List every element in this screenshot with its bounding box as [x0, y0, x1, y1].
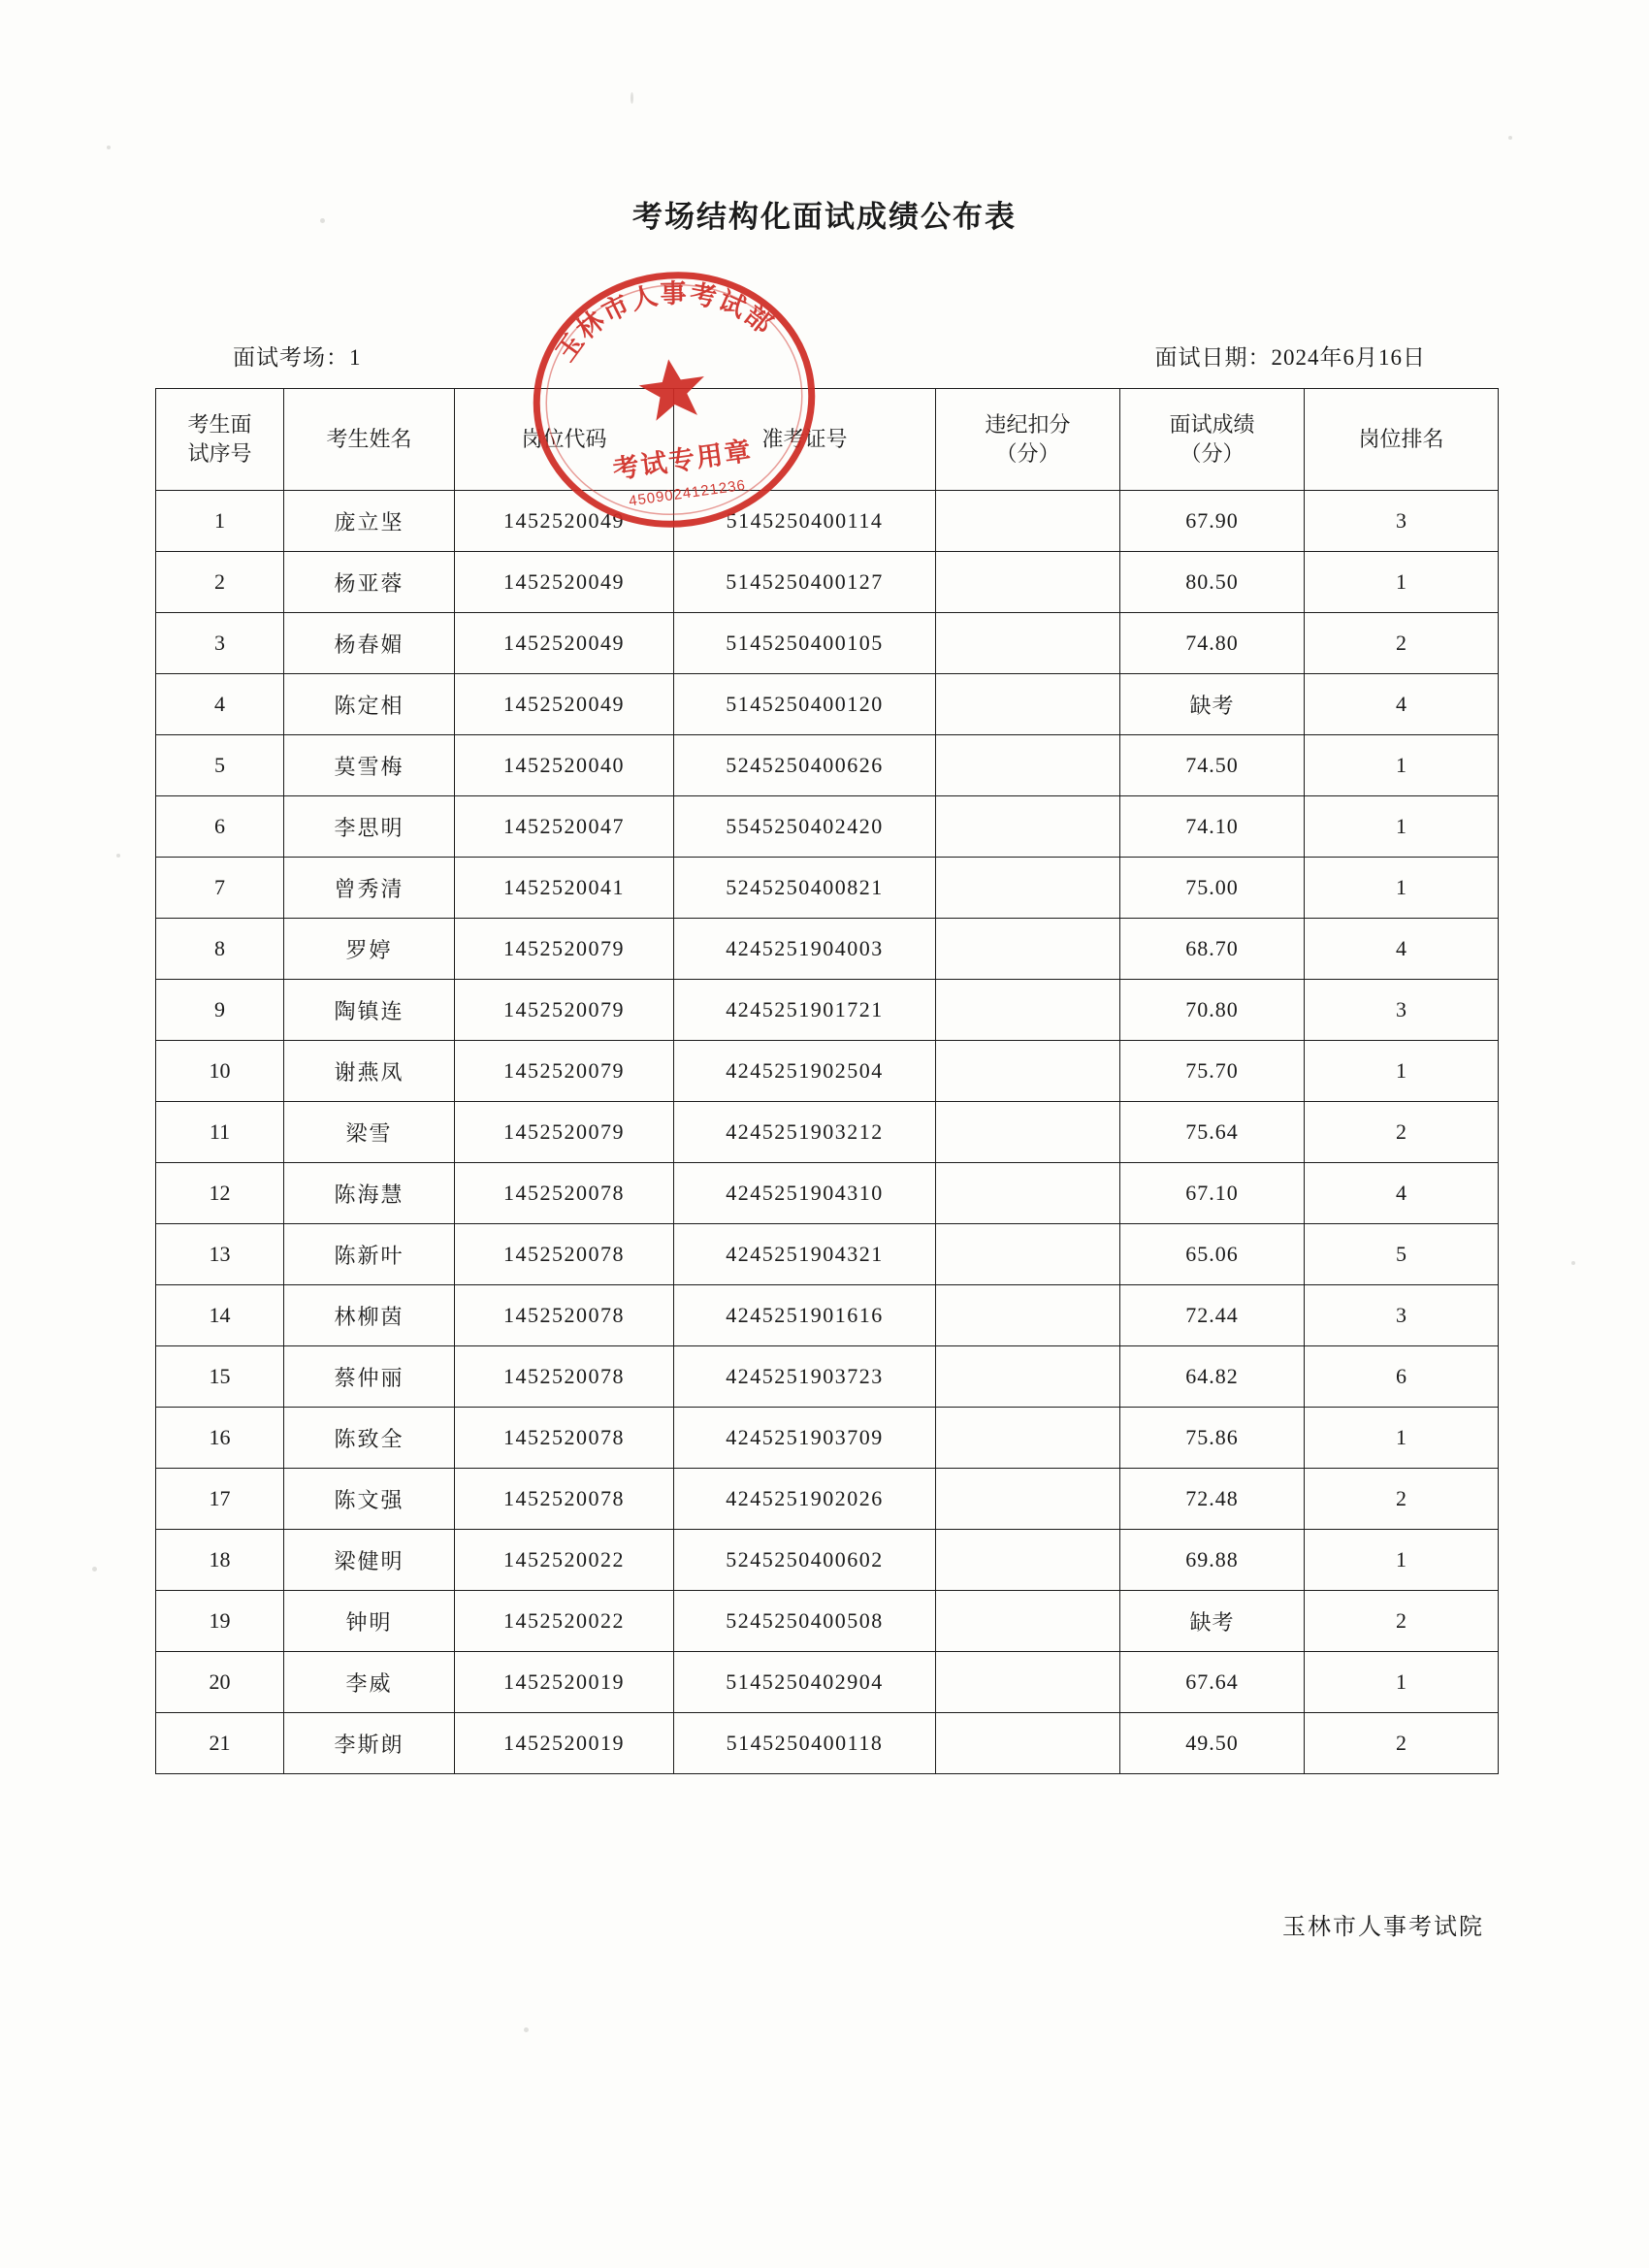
cell-name: 林柳茵 — [284, 1285, 455, 1346]
cell-post-code: 1452520022 — [455, 1530, 674, 1591]
header-post-code-line1: 岗位代码 — [521, 427, 607, 452]
cell-admission-number: 5145250400120 — [674, 674, 936, 735]
cell-deduction — [936, 1408, 1120, 1469]
cell-score: 65.06 — [1120, 1224, 1305, 1285]
paper-speckle — [107, 146, 111, 149]
cell-score: 74.10 — [1120, 796, 1305, 858]
header-name — [284, 389, 455, 491]
cell-name: 陈文强 — [284, 1469, 455, 1530]
cell-deduction — [936, 1346, 1120, 1408]
cell-deduction — [936, 1163, 1120, 1224]
cell-deduction — [936, 980, 1120, 1041]
table-row — [156, 1163, 1499, 1224]
cell-post-code: 1452520040 — [455, 735, 674, 796]
cell-name: 陶镇连 — [284, 980, 455, 1041]
cell-score: 缺考 — [1120, 1591, 1305, 1652]
cell-score: 75.86 — [1120, 1408, 1305, 1469]
cell-admission-number: 5145250400114 — [674, 491, 936, 552]
table-row — [156, 1469, 1499, 1530]
cell-admission-number: 4245251904321 — [674, 1224, 936, 1285]
cell-name: 曾秀清 — [284, 858, 455, 919]
table-row — [156, 1530, 1499, 1591]
cell-score: 68.70 — [1120, 919, 1305, 980]
cell-admission-number: 4245251903212 — [674, 1102, 936, 1163]
cell-post-code: 1452520078 — [455, 1163, 674, 1224]
cell-rank: 4 — [1305, 1163, 1499, 1224]
table-row — [156, 1041, 1499, 1102]
cell-score: 74.80 — [1120, 613, 1305, 674]
cell-seq: 12 — [156, 1163, 284, 1224]
cell-rank: 1 — [1305, 735, 1499, 796]
cell-rank: 4 — [1305, 674, 1499, 735]
cell-score: 67.10 — [1120, 1163, 1305, 1224]
table-row — [156, 919, 1499, 980]
cell-seq: 16 — [156, 1408, 284, 1469]
cell-seq: 6 — [156, 796, 284, 858]
header-deduction — [936, 389, 1120, 491]
cell-rank: 2 — [1305, 1102, 1499, 1163]
paper-speckle — [1571, 1261, 1575, 1265]
svg-text:4509024121236: 4509024121236 — [628, 476, 747, 510]
header-admission-number — [674, 389, 936, 491]
cell-name: 杨春媚 — [284, 613, 455, 674]
cell-score: 75.70 — [1120, 1041, 1305, 1102]
cell-name: 陈致全 — [284, 1408, 455, 1469]
cell-deduction — [936, 491, 1120, 552]
cell-seq: 4 — [156, 674, 284, 735]
cell-admission-number: 5245250400602 — [674, 1530, 936, 1591]
cell-post-code: 1452520047 — [455, 796, 674, 858]
cell-score: 缺考 — [1120, 674, 1305, 735]
cell-rank: 2 — [1305, 1713, 1499, 1774]
header-seq-line2: 试序号 — [187, 441, 252, 466]
cell-deduction — [936, 1713, 1120, 1774]
page-title: 考场结构化面试成绩公布表 — [632, 200, 1017, 234]
cell-seq: 1 — [156, 491, 284, 552]
header-seq-line1: 考生面 — [187, 412, 252, 437]
cell-post-code: 1452520078 — [455, 1285, 674, 1346]
interview-room-label: 面试考场：1 — [233, 345, 362, 370]
paper-speckle — [630, 92, 633, 104]
cell-name: 罗婷 — [284, 919, 455, 980]
cell-deduction — [936, 674, 1120, 735]
cell-name: 陈新叶 — [284, 1224, 455, 1285]
cell-score: 72.44 — [1120, 1285, 1305, 1346]
cell-score: 64.82 — [1120, 1346, 1305, 1408]
cell-rank: 6 — [1305, 1346, 1499, 1408]
cell-rank: 2 — [1305, 1469, 1499, 1530]
cell-rank: 1 — [1305, 796, 1499, 858]
cell-post-code: 1452520079 — [455, 1102, 674, 1163]
paper-speckle — [92, 1567, 97, 1571]
cell-deduction — [936, 1591, 1120, 1652]
cell-score: 69.88 — [1120, 1530, 1305, 1591]
cell-name: 李斯朗 — [284, 1713, 455, 1774]
cell-admission-number: 4245251904003 — [674, 919, 936, 980]
header-admission-number-line1: 准考证号 — [761, 427, 848, 452]
cell-name: 李思明 — [284, 796, 455, 858]
cell-deduction — [936, 1224, 1120, 1285]
cell-admission-number: 4245251902026 — [674, 1469, 936, 1530]
cell-deduction — [936, 858, 1120, 919]
cell-seq: 7 — [156, 858, 284, 919]
cell-seq: 10 — [156, 1041, 284, 1102]
scores-table — [155, 388, 1499, 1774]
cell-name: 陈定相 — [284, 674, 455, 735]
cell-name: 钟明 — [284, 1591, 455, 1652]
cell-rank: 1 — [1305, 552, 1499, 613]
cell-seq: 13 — [156, 1224, 284, 1285]
cell-post-code: 1452520078 — [455, 1224, 674, 1285]
meta-row — [233, 340, 1426, 372]
cell-post-code: 1452520049 — [455, 552, 674, 613]
table-row — [156, 1346, 1499, 1408]
cell-deduction — [936, 919, 1120, 980]
cell-seq: 14 — [156, 1285, 284, 1346]
cell-admission-number: 5245250400821 — [674, 858, 936, 919]
table-row — [156, 1591, 1499, 1652]
header-deduction-line2: （分） — [995, 441, 1060, 466]
header-score — [1120, 389, 1305, 491]
cell-admission-number: 4245251904310 — [674, 1163, 936, 1224]
cell-post-code: 1452520078 — [455, 1408, 674, 1469]
cell-rank: 3 — [1305, 980, 1499, 1041]
cell-rank: 1 — [1305, 1408, 1499, 1469]
cell-seq: 15 — [156, 1346, 284, 1408]
paper-speckle — [1508, 136, 1512, 140]
table-row — [156, 1408, 1499, 1469]
table-row — [156, 1713, 1499, 1774]
cell-rank: 2 — [1305, 613, 1499, 674]
cell-name: 梁健明 — [284, 1530, 455, 1591]
cell-seq: 5 — [156, 735, 284, 796]
cell-name: 陈海慧 — [284, 1163, 455, 1224]
table-row — [156, 674, 1499, 735]
paper-speckle — [116, 854, 120, 858]
cell-admission-number: 4245251901616 — [674, 1285, 936, 1346]
cell-deduction — [936, 1041, 1120, 1102]
cell-deduction — [936, 1285, 1120, 1346]
header-score-line1: 面试成绩 — [1169, 412, 1255, 437]
table-row — [156, 980, 1499, 1041]
table-header-row — [156, 389, 1499, 491]
cell-name: 蔡仲丽 — [284, 1346, 455, 1408]
cell-seq: 3 — [156, 613, 284, 674]
cell-admission-number: 4245251903709 — [674, 1408, 936, 1469]
cell-name: 杨亚蓉 — [284, 552, 455, 613]
cell-post-code: 1452520019 — [455, 1652, 674, 1713]
cell-post-code: 1452520079 — [455, 1041, 674, 1102]
cell-score: 70.80 — [1120, 980, 1305, 1041]
cell-rank: 1 — [1305, 1652, 1499, 1713]
table-row — [156, 613, 1499, 674]
interview-date-label: 面试日期：2024年6月16日 — [1154, 345, 1426, 370]
header-rank — [1305, 389, 1499, 491]
cell-rank: 2 — [1305, 1591, 1499, 1652]
header-seq — [156, 389, 284, 491]
cell-seq: 9 — [156, 980, 284, 1041]
cell-admission-number: 5245250400626 — [674, 735, 936, 796]
cell-name: 莫雪梅 — [284, 735, 455, 796]
table-row — [156, 1224, 1499, 1285]
cell-name: 梁雪 — [284, 1102, 455, 1163]
cell-deduction — [936, 796, 1120, 858]
cell-rank: 3 — [1305, 1285, 1499, 1346]
table-row — [156, 735, 1499, 796]
cell-post-code: 1452520078 — [455, 1346, 674, 1408]
cell-post-code: 1452520019 — [455, 1713, 674, 1774]
cell-score: 49.50 — [1120, 1713, 1305, 1774]
cell-seq: 8 — [156, 919, 284, 980]
cell-deduction — [936, 1652, 1120, 1713]
cell-post-code: 1452520041 — [455, 858, 674, 919]
header-rank-line1: 岗位排名 — [1358, 427, 1444, 452]
table-row — [156, 552, 1499, 613]
table-row — [156, 858, 1499, 919]
cell-seq: 19 — [156, 1591, 284, 1652]
cell-post-code: 1452520049 — [455, 491, 674, 552]
cell-post-code: 1452520079 — [455, 980, 674, 1041]
cell-score: 80.50 — [1120, 552, 1305, 613]
cell-seq: 11 — [156, 1102, 284, 1163]
svg-text:考试专用章: 考试专用章 — [610, 436, 755, 485]
cell-admission-number: 4245251901721 — [674, 980, 936, 1041]
svg-text:玉林市人事考试部: 玉林市人事考试部 — [550, 278, 780, 367]
cell-score: 75.64 — [1120, 1102, 1305, 1163]
cell-deduction — [936, 613, 1120, 674]
cell-admission-number: 4245251903723 — [674, 1346, 936, 1408]
cell-admission-number: 5145250402904 — [674, 1652, 936, 1713]
cell-post-code: 1452520078 — [455, 1469, 674, 1530]
cell-rank: 3 — [1305, 491, 1499, 552]
issuing-organization: 玉林市人事考试院 — [1282, 1915, 1484, 1940]
paper-speckle — [524, 2027, 529, 2032]
cell-name: 谢燕凤 — [284, 1041, 455, 1102]
cell-score: 67.90 — [1120, 491, 1305, 552]
cell-seq: 21 — [156, 1713, 284, 1774]
table-row — [156, 1285, 1499, 1346]
cell-post-code: 1452520049 — [455, 613, 674, 674]
cell-admission-number: 5245250400508 — [674, 1591, 936, 1652]
header-post-code — [455, 389, 674, 491]
cell-score: 74.50 — [1120, 735, 1305, 796]
cell-deduction — [936, 1102, 1120, 1163]
cell-post-code: 1452520079 — [455, 919, 674, 980]
cell-score: 72.48 — [1120, 1469, 1305, 1530]
header-name-line1: 考生姓名 — [326, 427, 412, 452]
cell-name: 李威 — [284, 1652, 455, 1713]
cell-admission-number: 4245251902504 — [674, 1041, 936, 1102]
cell-rank: 1 — [1305, 1041, 1499, 1102]
cell-seq: 18 — [156, 1530, 284, 1591]
cell-post-code: 1452520022 — [455, 1591, 674, 1652]
cell-seq: 17 — [156, 1469, 284, 1530]
cell-admission-number: 5145250400105 — [674, 613, 936, 674]
table-row — [156, 491, 1499, 552]
cell-score: 67.64 — [1120, 1652, 1305, 1713]
header-deduction-line1: 违纪扣分 — [985, 412, 1071, 437]
cell-deduction — [936, 735, 1120, 796]
table-row — [156, 1102, 1499, 1163]
cell-post-code: 1452520049 — [455, 674, 674, 735]
cell-name: 庞立坚 — [284, 491, 455, 552]
cell-deduction — [936, 1530, 1120, 1591]
cell-deduction — [936, 1469, 1120, 1530]
cell-score: 75.00 — [1120, 858, 1305, 919]
cell-rank: 4 — [1305, 919, 1499, 980]
cell-admission-number: 5145250400118 — [674, 1713, 936, 1774]
cell-rank: 5 — [1305, 1224, 1499, 1285]
table-row — [156, 796, 1499, 858]
cell-rank: 1 — [1305, 858, 1499, 919]
cell-seq: 2 — [156, 552, 284, 613]
cell-admission-number: 5145250400127 — [674, 552, 936, 613]
header-score-line2: （分） — [1180, 441, 1245, 466]
cell-deduction — [936, 552, 1120, 613]
cell-rank: 1 — [1305, 1530, 1499, 1591]
cell-admission-number: 5545250402420 — [674, 796, 936, 858]
cell-seq: 20 — [156, 1652, 284, 1713]
table-row — [156, 1652, 1499, 1713]
table-body — [156, 491, 1499, 1774]
